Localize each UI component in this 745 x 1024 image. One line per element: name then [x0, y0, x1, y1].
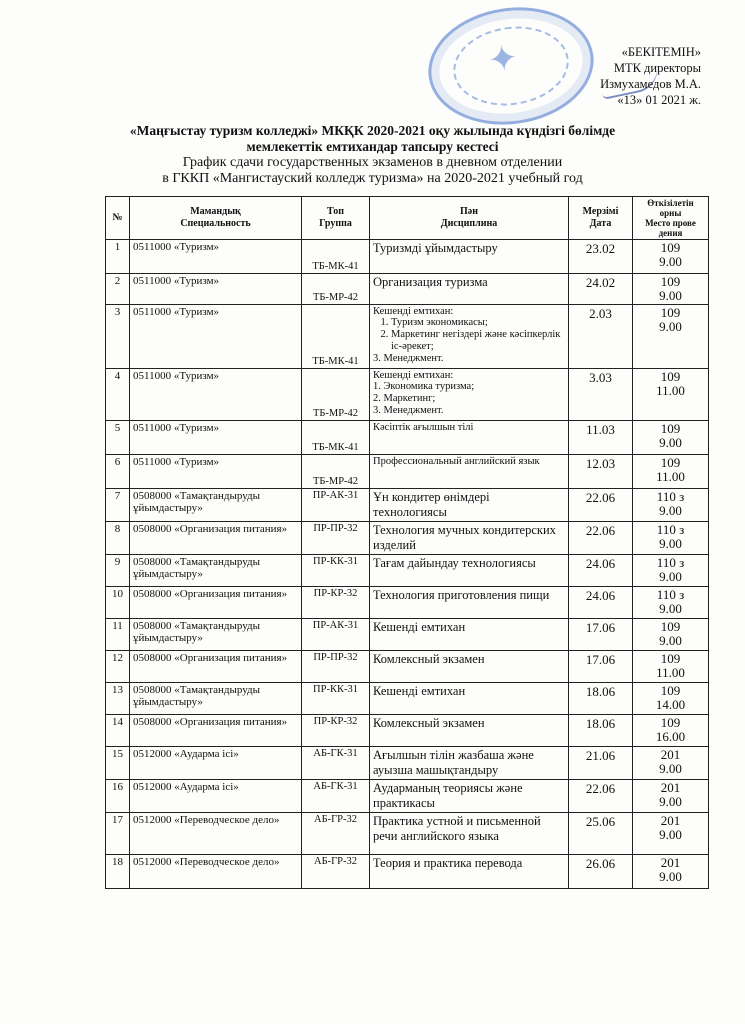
row-group: ТБ-МК-41: [302, 240, 370, 274]
row-place: 109 11.00: [633, 455, 709, 489]
row-date: 24.06: [569, 587, 633, 619]
row-date: 26.06: [569, 855, 633, 889]
header-specialty: Мамандық Специальность: [130, 197, 302, 240]
row-group: АБ-ГК-31: [302, 747, 370, 780]
row-date: 22.06: [569, 522, 633, 555]
title-kz-line-2: мемлекеттік емтихандар тапсыру кестесі: [246, 139, 499, 154]
row-group: ТБ-МР-42: [302, 455, 370, 489]
approval-line-2: МТК директоры: [613, 61, 701, 75]
row-subject: Теория и практика перевода: [370, 855, 569, 889]
row-date: 11.03: [569, 421, 633, 455]
row-number: 15: [106, 747, 130, 780]
table-row: [106, 274, 709, 305]
row-number: 18: [106, 855, 130, 889]
row-number: 7: [106, 489, 130, 522]
approval-line-4: «13» 01 2021 ж.: [617, 93, 701, 107]
row-specialty: 0511000 «Туризм»: [130, 305, 302, 369]
row-date: 25.06: [569, 813, 633, 855]
row-specialty: 0508000 «Тамақтандыруды ұйымдастыру»: [130, 489, 302, 522]
row-specialty: 0511000 «Туризм»: [130, 274, 302, 305]
row-place: 109 11.00: [633, 369, 709, 421]
table-row: [106, 651, 709, 683]
row-group: ПР-ПР-32: [302, 522, 370, 555]
document-title: [0, 123, 745, 187]
row-specialty: 0508000 «Организация питания»: [130, 651, 302, 683]
row-specialty: 0508000 «Организация питания»: [130, 587, 302, 619]
row-subject: Профессиональный английский язык: [370, 455, 569, 489]
row-group: ТБ-МК-41: [302, 421, 370, 455]
row-specialty: 0512000 «Переводческое дело»: [130, 813, 302, 855]
row-number: 5: [106, 421, 130, 455]
row-subject: Практика устной и письменной речи английского языка: [370, 813, 569, 855]
row-number: 11: [106, 619, 130, 651]
row-number: 9: [106, 555, 130, 587]
subject-list-item: 2. Маркетинг негіздері және кәсіпкерлік іс-әрекет;: [391, 329, 565, 353]
row-place: 201 9.00: [633, 747, 709, 780]
row-group: АБ-ГР-32: [302, 855, 370, 889]
row-place: 109 9.00: [633, 421, 709, 455]
row-number: 16: [106, 780, 130, 813]
subject-list-item: 3. Менеджмент.: [373, 353, 444, 364]
row-group: ПР-ПР-32: [302, 651, 370, 683]
row-number: 14: [106, 715, 130, 747]
row-subject: Тағам дайындау технологиясы: [370, 555, 569, 587]
header-subject: Пән Дисциплина: [370, 197, 569, 240]
table-row: [106, 522, 709, 555]
subject-list-item: 2. Маркетинг;: [373, 393, 436, 404]
row-place: 109 16.00: [633, 715, 709, 747]
row-subject: Кәсіптік ағылшын тілі: [370, 421, 569, 455]
table-row: [106, 555, 709, 587]
row-subject: Аударманың теориясы және практикасы: [370, 780, 569, 813]
row-subject: Технология мучных кондитерских изделий: [370, 522, 569, 555]
row-place: 109 9.00: [633, 619, 709, 651]
table-row: [106, 813, 709, 855]
row-date: 18.06: [569, 683, 633, 715]
row-group: ПР-КР-32: [302, 587, 370, 619]
header-date: Мерзімі Дата: [569, 197, 633, 240]
header-group: Топ Группа: [302, 197, 370, 240]
row-place: 110 з 9.00: [633, 489, 709, 522]
table-row: [106, 369, 709, 421]
row-specialty: 0508000 «Тамақтандыруды ұйымдастыру»: [130, 619, 302, 651]
row-place: 109 9.00: [633, 305, 709, 369]
row-place: 201 9.00: [633, 813, 709, 855]
table-row: [106, 747, 709, 780]
title-ru-line-1: График сдачи государственных экзаменов в дневном отделении: [182, 155, 563, 170]
row-number: 3: [106, 305, 130, 369]
row-number: 2: [106, 274, 130, 305]
row-place: 110 з 9.00: [633, 587, 709, 619]
row-number: 6: [106, 455, 130, 489]
row-date: 2.03: [569, 305, 633, 369]
row-date: 21.06: [569, 747, 633, 780]
row-subject: Кешенді емтихан: [370, 619, 569, 651]
subject-list-item: 1. Экономика туризма;: [373, 381, 475, 392]
row-date: 17.06: [569, 619, 633, 651]
header-num: №: [106, 197, 130, 240]
row-group: ПР-КК-31: [302, 555, 370, 587]
row-date: 12.03: [569, 455, 633, 489]
row-specialty: 0511000 «Туризм»: [130, 455, 302, 489]
row-number: 13: [106, 683, 130, 715]
row-specialty: 0512000 «Аударма ісі»: [130, 747, 302, 780]
row-group: ПР-КК-31: [302, 683, 370, 715]
row-specialty: 0508000 «Организация питания»: [130, 715, 302, 747]
table-row: [106, 715, 709, 747]
row-place: 109 11.00: [633, 651, 709, 683]
row-specialty: 0511000 «Туризм»: [130, 240, 302, 274]
row-place: 201 9.00: [633, 780, 709, 813]
table-row: [106, 421, 709, 455]
row-subject: Комлексный экзамен: [370, 651, 569, 683]
row-place: 201 9.00: [633, 855, 709, 889]
table-row: [106, 683, 709, 715]
title-ru-line-2: в ГККП «Мангистауский колледж туризма» на 2020-2021 учебный год: [162, 171, 583, 186]
row-specialty: 0512000 «Аударма ісі»: [130, 780, 302, 813]
exam-schedule-table: [105, 196, 709, 889]
row-specialty: 0508000 «Тамақтандыруды ұйымдастыру»: [130, 683, 302, 715]
table-row: [106, 305, 709, 369]
row-number: 10: [106, 587, 130, 619]
row-number: 17: [106, 813, 130, 855]
row-number: 1: [106, 240, 130, 274]
row-specialty: 0512000 «Переводческое дело»: [130, 855, 302, 889]
row-group: АБ-ГК-31: [302, 780, 370, 813]
row-number: 12: [106, 651, 130, 683]
row-group: ТБ-МК-41: [302, 305, 370, 369]
table-row: [106, 780, 709, 813]
row-group: АБ-ГР-32: [302, 813, 370, 855]
row-date: 17.06: [569, 651, 633, 683]
row-date: 18.06: [569, 715, 633, 747]
row-number: 4: [106, 369, 130, 421]
table-row: [106, 455, 709, 489]
row-subject: Организация туризма: [370, 274, 569, 305]
row-subject: Кешенді емтихан: [370, 683, 569, 715]
row-subject: Технология приготовления пищи: [370, 587, 569, 619]
table-row: [106, 855, 709, 889]
row-number: 8: [106, 522, 130, 555]
row-date: 24.06: [569, 555, 633, 587]
row-date: 22.06: [569, 489, 633, 522]
row-specialty: 0511000 «Туризм»: [130, 369, 302, 421]
table-header-row: [106, 197, 709, 240]
row-specialty: 0508000 «Организация питания»: [130, 522, 302, 555]
subject-list-item: 1. Туризм экономикасы;: [391, 317, 565, 329]
approval-block: [600, 44, 701, 108]
row-place: 109 9.00: [633, 240, 709, 274]
row-date: 23.02: [569, 240, 633, 274]
row-subject: Ағылшын тілін жазбаша және ауызша машықтандыру: [370, 747, 569, 780]
row-subject: Туризмді ұйымдастыру: [370, 240, 569, 274]
row-group: ТБ-МР-42: [302, 369, 370, 421]
row-subject: Комлексный экзамен: [370, 715, 569, 747]
approval-line-1: «БЕКІТЕМІН»: [621, 45, 701, 59]
official-stamp: [421, 0, 602, 135]
row-subject: Кешенді емтихан: 1. Туризм экономикасы; 2. Маркетинг негіздері және кәсіпкерлік іс-әрекет; 3. Менеджмент.: [370, 305, 569, 369]
approval-line-3: Измухамедов М.А.: [600, 77, 701, 91]
row-place: 109 14.00: [633, 683, 709, 715]
row-place: 110 з 9.00: [633, 522, 709, 555]
row-date: 22.06: [569, 780, 633, 813]
table-row: [106, 619, 709, 651]
subject-list-item: 3. Менеджмент.: [373, 405, 444, 416]
row-specialty: 0511000 «Туризм»: [130, 421, 302, 455]
row-specialty: 0508000 «Тамақтандыруды ұйымдастыру»: [130, 555, 302, 587]
row-place: 110 з 9.00: [633, 555, 709, 587]
table-row: [106, 240, 709, 274]
row-group: ТБ-МР-42: [302, 274, 370, 305]
row-group: ПР-АК-31: [302, 619, 370, 651]
row-group: ПР-КР-32: [302, 715, 370, 747]
table-body: [106, 240, 709, 889]
table-row: [106, 489, 709, 522]
row-group: ПР-АК-31: [302, 489, 370, 522]
title-kz-line-1: «Маңғыстау туризм колледжі» МКҚК 2020-2021 оқу жылында күндізгі бөлімде: [129, 123, 616, 138]
emblem-icon: ✦: [485, 37, 521, 81]
row-subject: Кешенді емтихан: 1. Экономика туризма; 2. Маркетинг; 3. Менеджмент.: [370, 369, 569, 421]
header-place: Өткізілетін орны Место прове дения: [633, 197, 709, 240]
row-subject: Ұн кондитер өнімдері технологиясы: [370, 489, 569, 522]
row-place: 109 9.00: [633, 274, 709, 305]
row-date: 24.02: [569, 274, 633, 305]
table-row: [106, 587, 709, 619]
row-date: 3.03: [569, 369, 633, 421]
